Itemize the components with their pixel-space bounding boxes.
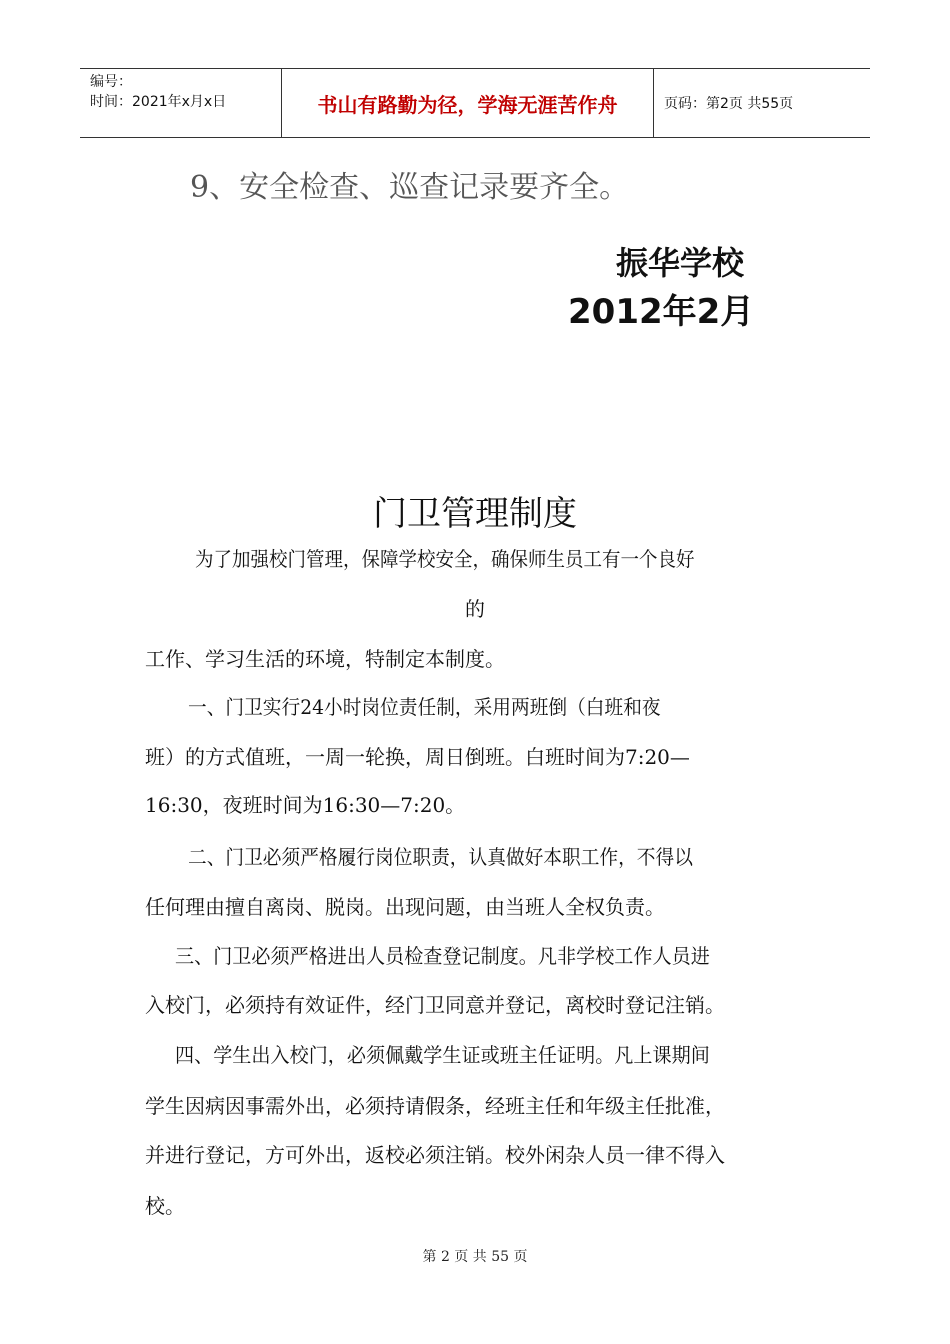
header-page-info: 页码：第2页 共55页 [664, 96, 794, 112]
rule-1-line-1: 一、门卫实行24小时岗位责任制，采用两班倒（白班和夜 [188, 695, 661, 719]
intro-line-1: 为了加强校门管理，保障学校安全，确保师生员工有一个良好 [195, 547, 695, 571]
rule-2-line-1: 二、门卫必须严格履行岗位职责，认真做好本职工作，不得以 [188, 845, 693, 869]
signature-school: 振华学校 [616, 244, 745, 282]
rule-4-line-3: 并进行登记，方可外出，返校必须注销。校外闲杂人员一律不得入 [145, 1143, 725, 1167]
rule-3-line-1: 三、门卫必须严格进出人员检查登记制度。凡非学校工作人员进 [175, 944, 710, 968]
rule-2-line-2: 任何理由擅自离岗、脱岗。出现问题，由当班人全权负责。 [145, 895, 665, 919]
time-label: 时间：2021年x月x日 [90, 94, 227, 110]
rule-3-line-2: 入校门，必须持有效证件，经门卫同意并登记，离校时登记注销。 [145, 993, 725, 1017]
page-header [80, 68, 870, 138]
header-motto: 书山有路勤为径，学海无涯苦作舟 [281, 69, 654, 137]
rule-1-line-2: 班）的方式值班，一周一轮换，周日倒班。白班时间为7:20— [145, 745, 690, 769]
number-label: 编号： [90, 74, 132, 90]
page-footer: 第 2 页 共 55 页 [422, 1249, 528, 1265]
item-9-text: 9、安全检查、巡查记录要齐全。 [190, 170, 630, 205]
document-title: 门卫管理制度 [373, 494, 577, 534]
rule-1-line-3: 16:30，夜班时间为16:30—7:20。 [145, 793, 466, 817]
header-meta [80, 69, 281, 137]
intro-line-2: 的 [465, 597, 485, 621]
rule-4-line-4: 校。 [145, 1194, 185, 1218]
rule-4-line-1: 四、学生出入校门，必须佩戴学生证或班主任证明。凡上课期间 [175, 1043, 710, 1067]
rule-4-line-2: 学生因病因事需外出，必须持请假条，经班主任和年级主任批准， [145, 1094, 725, 1118]
signature-date: 2012年2月 [568, 292, 755, 332]
intro-line-3: 工作、学习生活的环境，特制定本制度。 [145, 647, 505, 671]
